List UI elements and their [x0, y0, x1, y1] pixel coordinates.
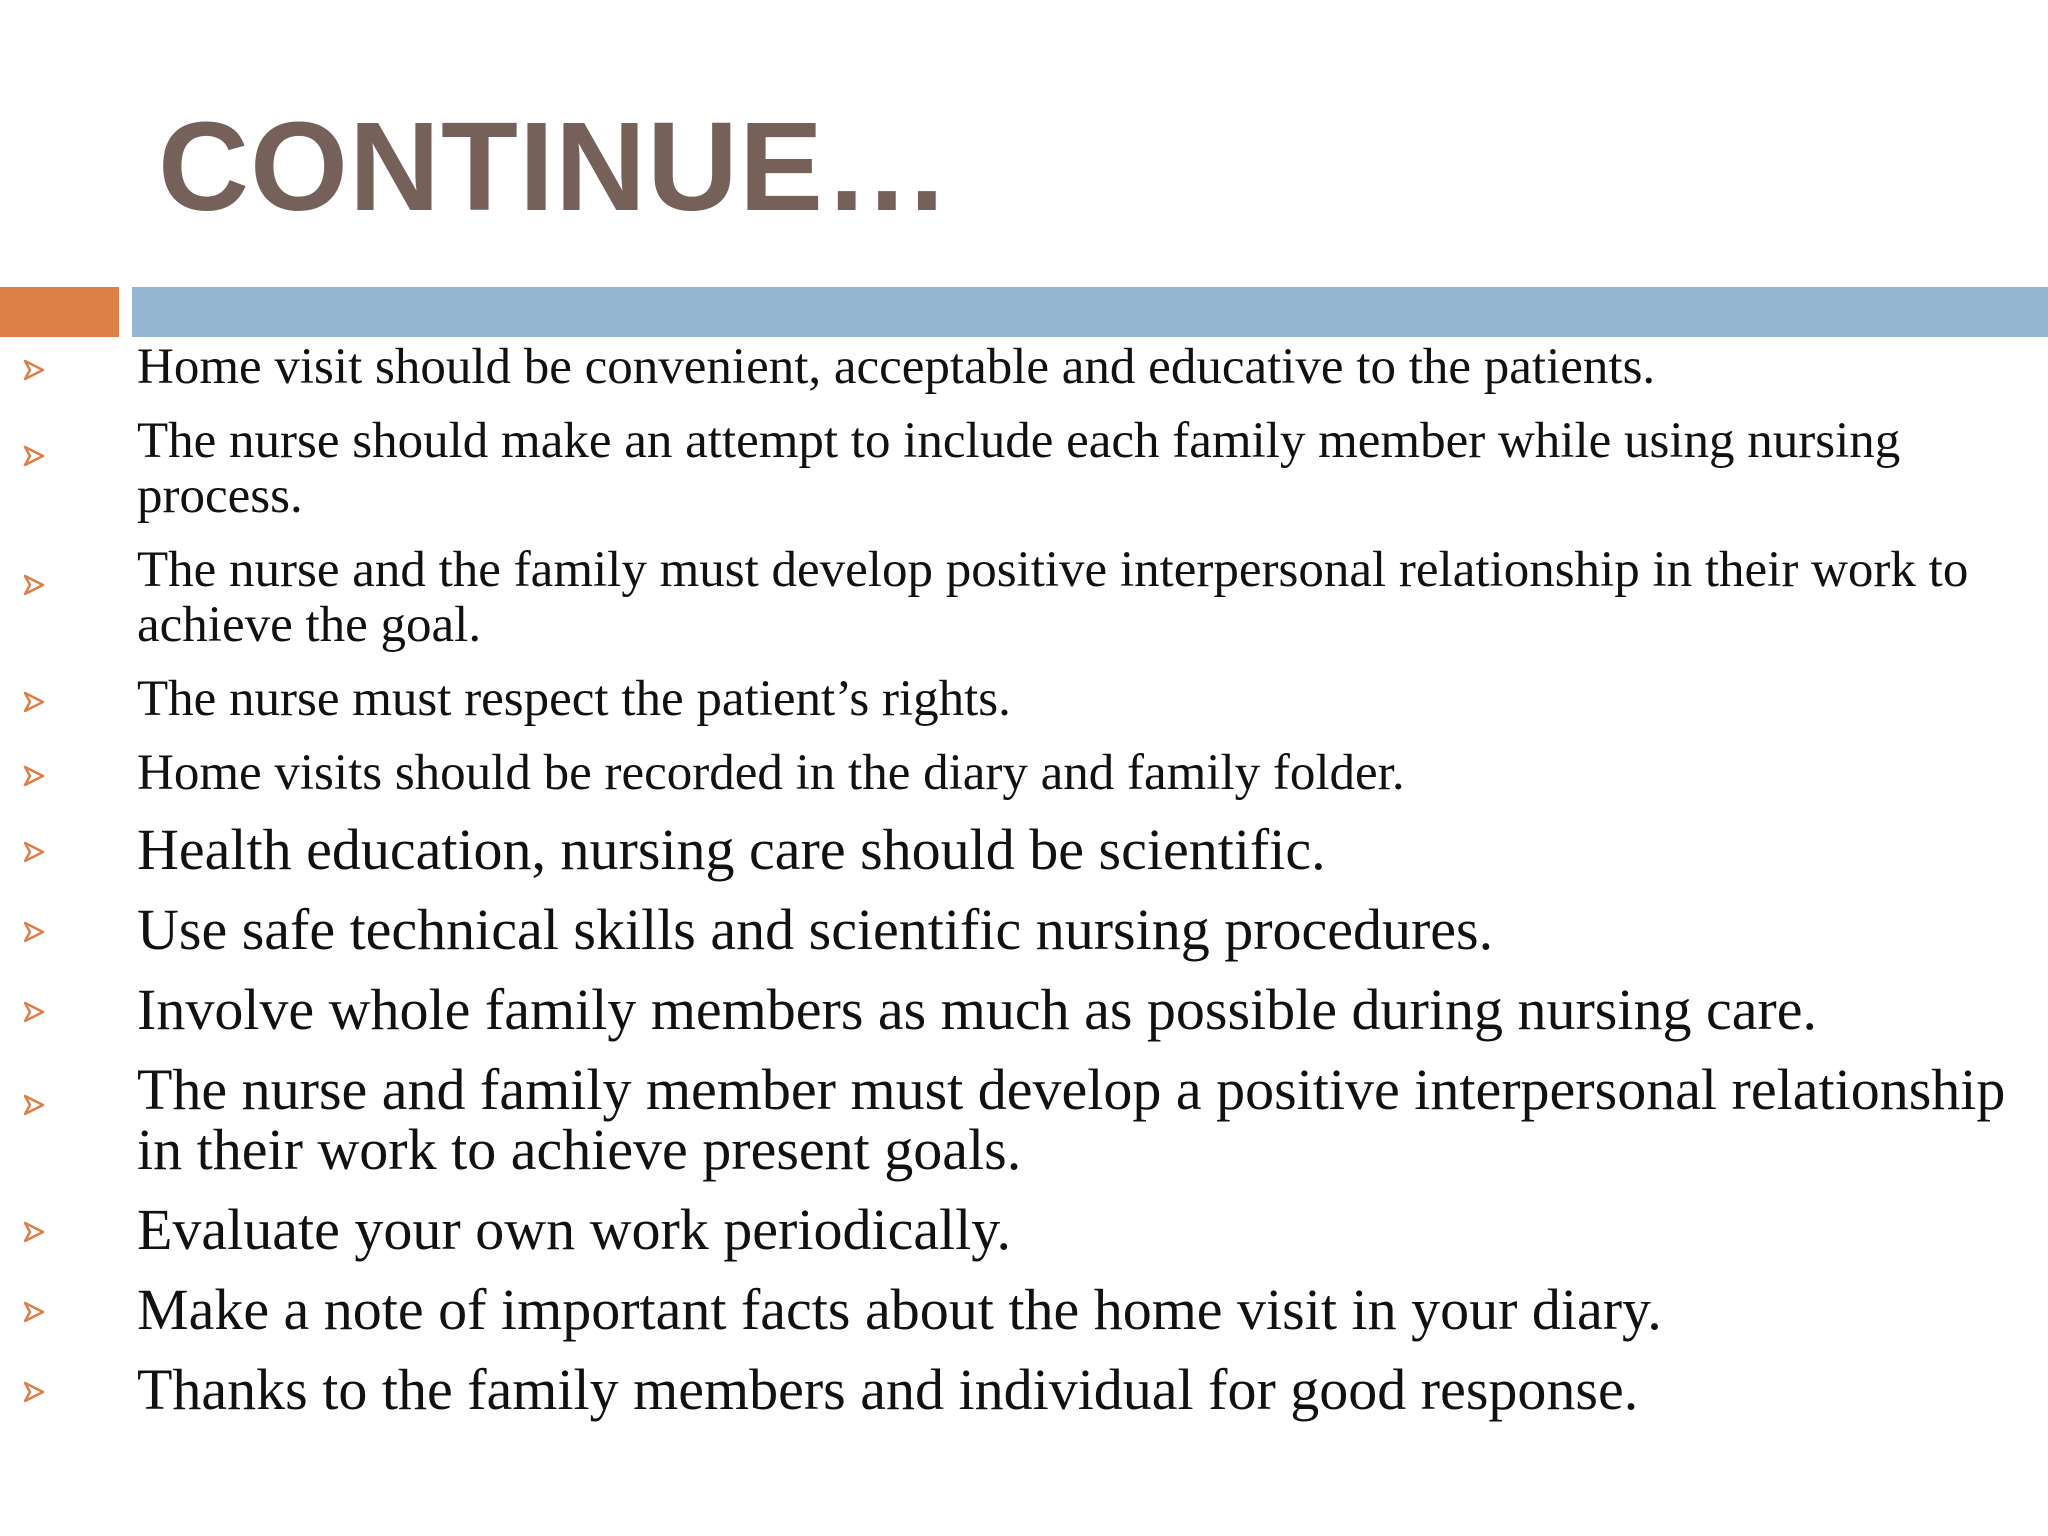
- bullet-item: [0, 340, 2048, 395]
- bullet-item: [0, 672, 2048, 727]
- bullet-text: Home visits should be recorded in the diary and family folder.: [137, 745, 1405, 801]
- arrowhead-bullet-icon: [22, 690, 46, 714]
- bullet-text: Evaluate your own work periodically.: [137, 1197, 1012, 1262]
- bullet-item: [0, 543, 2048, 653]
- bullet-item: [0, 414, 2048, 524]
- arrowhead-bullet-icon: [22, 444, 46, 468]
- bullet-text: Use safe technical skills and scientific nursing procedures.: [137, 897, 1494, 962]
- bullet-item: [0, 897, 2048, 962]
- bullet-text: The nurse should make an attempt to include each family member while using nursing process.: [137, 413, 1901, 524]
- bullet-item: [0, 1057, 2048, 1182]
- slide-title: CONTINUE…: [158, 96, 951, 237]
- arrowhead-bullet-icon: [22, 1380, 46, 1404]
- arrowhead-bullet-icon: [22, 358, 46, 382]
- bullet-item: [0, 817, 2048, 882]
- bullet-text: Home visit should be convenient, acceptable and educative to the patients.: [137, 339, 1656, 395]
- accent-bar-blue: [132, 287, 2048, 337]
- bullet-text: Make a note of important facts about the home visit in your diary.: [137, 1277, 1662, 1342]
- bullet-list: [0, 340, 2048, 1440]
- arrowhead-bullet-icon: [22, 1093, 46, 1117]
- arrowhead-bullet-icon: [22, 920, 46, 944]
- arrowhead-bullet-icon: [22, 1000, 46, 1024]
- arrowhead-bullet-icon: [22, 840, 46, 864]
- bullet-item: [0, 1357, 2048, 1422]
- bullet-text: The nurse must respect the patient’s rights.: [137, 671, 1011, 727]
- accent-bar-orange: [0, 287, 119, 337]
- arrowhead-bullet-icon: [22, 1300, 46, 1324]
- bullet-item: [0, 977, 2048, 1042]
- arrowhead-bullet-icon: [22, 764, 46, 788]
- bullet-text: Thanks to the family members and individual for good response.: [137, 1357, 1639, 1422]
- bullet-item: [0, 1197, 2048, 1262]
- bullet-item: [0, 746, 2048, 801]
- bullet-text: The nurse and family member must develop a positive interpersonal relationship in their work to achieve present goals.: [137, 1057, 2006, 1182]
- arrowhead-bullet-icon: [22, 1220, 46, 1244]
- bullet-item: [0, 1277, 2048, 1342]
- bullet-text: The nurse and the family must develop positive interpersonal relationship in their work to achieve the goal.: [137, 542, 1969, 653]
- bullet-text: Health education, nursing care should be scientific.: [137, 817, 1326, 882]
- bullet-text: Involve whole family members as much as possible during nursing care.: [137, 977, 1817, 1042]
- arrowhead-bullet-icon: [22, 573, 46, 597]
